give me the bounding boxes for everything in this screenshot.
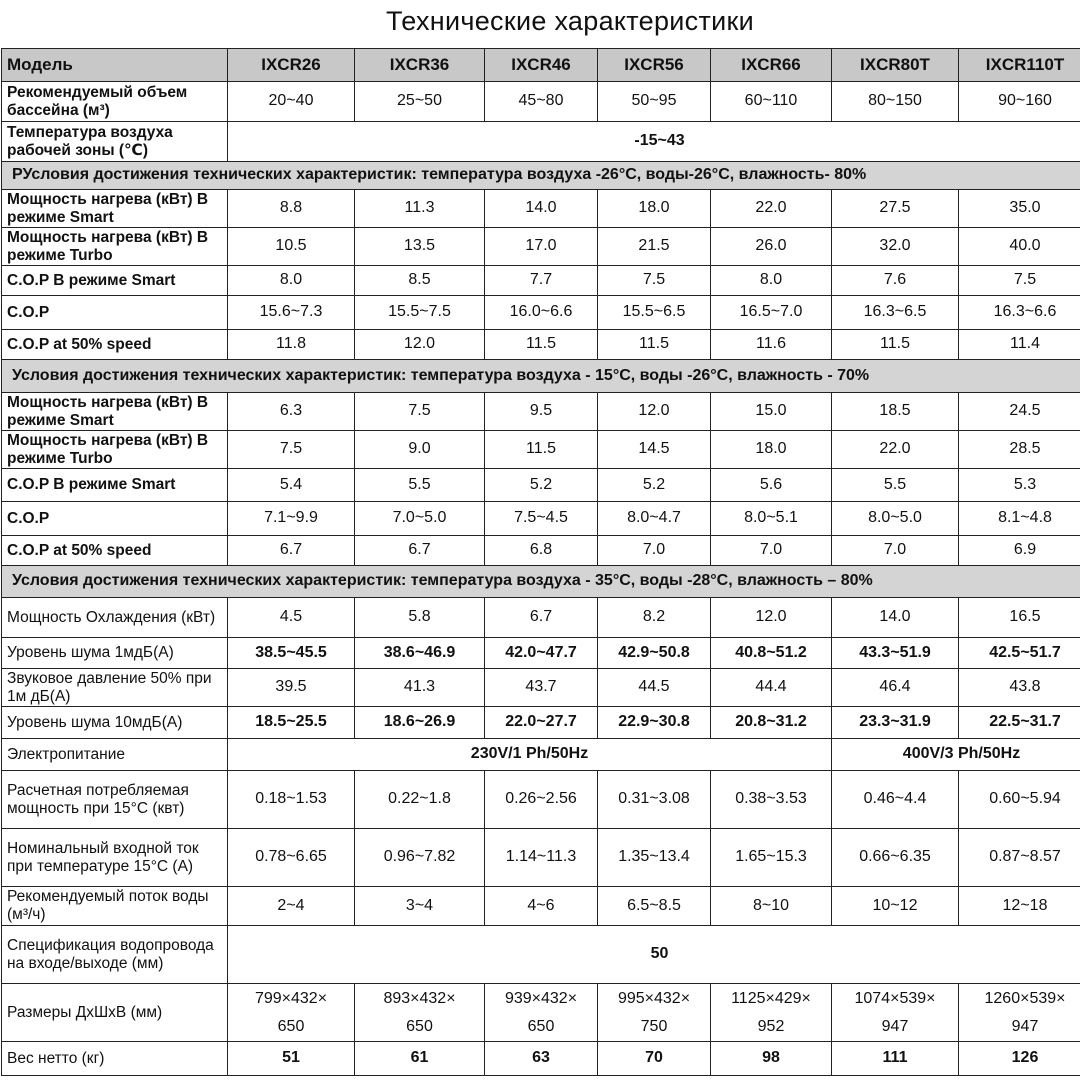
power-three-phase: 400V/3 Ph/50Hz (832, 739, 1080, 771)
header-row (2, 49, 1080, 82)
table-row (2, 190, 1080, 228)
cell: 13.5 (355, 228, 485, 266)
page-title: Технические характеристики (385, 6, 755, 36)
row-label: Рекомендуемый объем бассейна (м³) (2, 82, 228, 122)
cell: 11.6 (711, 330, 832, 360)
cell: 42.9~50.8 (598, 638, 711, 669)
cell: 0.18~1.53 (228, 771, 355, 829)
table-row (2, 393, 1080, 431)
cell: 8.0~5.0 (832, 502, 959, 536)
cell: 11.8 (228, 330, 355, 360)
cell: 111 (832, 1042, 959, 1076)
weight-row (2, 1042, 1080, 1076)
cell: 6.9 (959, 536, 1080, 566)
cell (711, 984, 832, 1042)
cell: 38.6~46.9 (355, 638, 485, 669)
cell: 45~80 (485, 82, 598, 122)
cell: 0.38~3.53 (711, 771, 832, 829)
dims-bottom: 650 (406, 1017, 433, 1035)
cell: 43.8 (959, 669, 1080, 707)
cell: 90~160 (959, 82, 1080, 122)
cell: 0.78~6.65 (228, 829, 355, 887)
air-temp-row (2, 122, 1080, 162)
pool-volume-row (2, 82, 1080, 122)
cell: 50~95 (598, 82, 711, 122)
cell: 8.2 (598, 598, 711, 638)
cell: 28.5 (959, 431, 1080, 469)
cell: 11.5 (485, 431, 598, 469)
cell: 7.5 (228, 431, 355, 469)
dims-top: 1074×539× (854, 989, 936, 1007)
row-label: C.O.P В режиме Smart (2, 469, 228, 502)
cell: 16.3~6.5 (832, 296, 959, 330)
cell: 6.8 (485, 536, 598, 566)
cell: 22.0~27.7 (485, 707, 598, 739)
dims-bottom: 947 (1011, 1017, 1039, 1035)
cell: 40.8~51.2 (711, 638, 832, 669)
cell: 7.5~4.5 (485, 502, 598, 536)
cell: 12.0 (711, 598, 832, 638)
cell: 3~4 (355, 887, 485, 926)
row-label: Мощность нагрева (кВт) В режиме Turbo (2, 228, 228, 266)
cell: 8.0 (711, 266, 832, 296)
cell: 63 (485, 1042, 598, 1076)
row-label: Электропитание (2, 739, 228, 771)
cell: 6.7 (485, 598, 598, 638)
dims-bottom: 947 (881, 1017, 909, 1035)
sound-pressure-row (2, 669, 1080, 707)
dims-bottom: 952 (757, 1017, 785, 1035)
cell: 24.5 (959, 393, 1080, 431)
cell: 42.5~51.7 (959, 638, 1080, 669)
cell: 43.7 (485, 669, 598, 707)
cell: 11.5 (832, 330, 959, 360)
cell: 25~50 (355, 82, 485, 122)
row-label: Мощность нагрева (кВт) В режиме Smart (2, 393, 228, 431)
air-temp-value: -15~43 (228, 122, 1080, 162)
cell: 5.8 (355, 598, 485, 638)
row-label: C.O.P В режиме Smart (2, 266, 228, 296)
dims-top: 1125×429× (731, 989, 811, 1007)
cell: 0.31~3.08 (598, 771, 711, 829)
dims-top: 939×432× (504, 989, 578, 1007)
cell: 11.5 (485, 330, 598, 360)
cell: 6.7 (228, 536, 355, 566)
cell: 7.7 (485, 266, 598, 296)
cell: 0.87~8.57 (959, 829, 1080, 887)
cell: 11.3 (355, 190, 485, 228)
section-3-heading: Условия достижения технических характеристик: температура воздуха - 35°C, воды -28°C, влажность – 80% (2, 566, 1080, 598)
row-label: Номинальный входной ток при температуре 15°C (А) (2, 829, 228, 887)
cell (228, 984, 355, 1042)
cell: 0.46~4.4 (832, 771, 959, 829)
cell: 1.14~11.3 (485, 829, 598, 887)
cell (959, 984, 1080, 1042)
cell (485, 984, 598, 1042)
cell: 22.0 (711, 190, 832, 228)
row-label: Уровень шума 10мдБ(А) (2, 707, 228, 739)
row-label: Мощность нагрева (кВт) В режиме Smart (2, 190, 228, 228)
table-row (2, 469, 1080, 502)
cell: 9.5 (485, 393, 598, 431)
cell: 16.5~7.0 (711, 296, 832, 330)
cell: 7.1~9.9 (228, 502, 355, 536)
cell: 18.6~26.9 (355, 707, 485, 739)
cell: 44.4 (711, 669, 832, 707)
cell: 11.4 (959, 330, 1080, 360)
cell: 11.5 (598, 330, 711, 360)
cell: 5.3 (959, 469, 1080, 502)
cell: 39.5 (228, 669, 355, 707)
cell: 15.0 (711, 393, 832, 431)
section-heading (2, 162, 1080, 190)
cell: 98 (711, 1042, 832, 1076)
cell: 9.0 (355, 431, 485, 469)
cell: 12.0 (598, 393, 711, 431)
cell: 27.5 (832, 190, 959, 228)
dims-top: 799×432× (254, 989, 328, 1007)
table-row (2, 330, 1080, 360)
cell: 46.4 (832, 669, 959, 707)
cell: 16.5 (959, 598, 1080, 638)
cell: 8.1~4.8 (959, 502, 1080, 536)
cell: 43.3~51.9 (832, 638, 959, 669)
cell: 0.60~5.94 (959, 771, 1080, 829)
cell: 15.5~6.5 (598, 296, 711, 330)
cell: 1.65~15.3 (711, 829, 832, 887)
cell: 18.5 (832, 393, 959, 431)
cell: 10~12 (832, 887, 959, 926)
cell: 20~40 (228, 82, 355, 122)
cell: 5.4 (228, 469, 355, 502)
pipe-spec-row (2, 926, 1080, 984)
section-1-heading: РУсловия достижения технических характеристик: температура воздуха -26°C, воды-26°C, влажность- 80% (2, 162, 1080, 190)
cell: 20.8~31.2 (711, 707, 832, 739)
cell: 126 (959, 1042, 1080, 1076)
cell: 6.7 (355, 536, 485, 566)
table-row (2, 296, 1080, 330)
row-label: C.O.P at 50% speed (2, 536, 228, 566)
cell: 7.6 (832, 266, 959, 296)
row-label: Рекомендуемый поток воды (м³/ч) (2, 887, 228, 926)
cell: 15.6~7.3 (228, 296, 355, 330)
cell: 7.0 (832, 536, 959, 566)
cell: 41.3 (355, 669, 485, 707)
cell: 2~4 (228, 887, 355, 926)
cell: 6.3 (228, 393, 355, 431)
cell: 7.5 (959, 266, 1080, 296)
cell: 22.9~30.8 (598, 707, 711, 739)
cell (598, 984, 711, 1042)
cell: 16.3~6.6 (959, 296, 1080, 330)
cell: 0.26~2.56 (485, 771, 598, 829)
model-name: IXCR36 (355, 49, 485, 82)
model-name: IXCR46 (485, 49, 598, 82)
row-label: Спецификация водопровода на входе/выходе (мм) (2, 926, 228, 984)
cell: 12.0 (355, 330, 485, 360)
cell: 7.0 (711, 536, 832, 566)
cell: 10.5 (228, 228, 355, 266)
model-name: IXCR110T (959, 49, 1080, 82)
consumption-row (2, 771, 1080, 829)
cell: 8.0 (228, 266, 355, 296)
model-name: IXCR66 (711, 49, 832, 82)
table-row (2, 536, 1080, 566)
cell: 1.35~13.4 (598, 829, 711, 887)
cell: 8~10 (711, 887, 832, 926)
cell (832, 984, 959, 1042)
pipe-spec-value: 50 (228, 926, 1080, 984)
dimensions-row (2, 984, 1080, 1042)
row-label: Температура воздуха рабочей зоны (℃) (2, 122, 228, 162)
dims-top: 995×432× (617, 989, 691, 1007)
section-heading (2, 360, 1080, 393)
model-name: IXCR26 (228, 49, 355, 82)
row-label: Уровень шума 1мдБ(А) (2, 638, 228, 669)
cell: 7.5 (598, 266, 711, 296)
power-row (2, 739, 1080, 771)
row-label: Мощность Охлаждения (кВт) (2, 598, 228, 638)
cell: 0.96~7.82 (355, 829, 485, 887)
cell: 5.5 (355, 469, 485, 502)
model-label: Модель (2, 49, 228, 82)
dims-bottom: 650 (527, 1017, 555, 1035)
cell: 51 (228, 1042, 355, 1076)
cell: 40.0 (959, 228, 1080, 266)
noise-1m-row (2, 638, 1080, 669)
cell: 7.0~5.0 (355, 502, 485, 536)
cell: 0.22~1.8 (355, 771, 485, 829)
cell: 22.0 (832, 431, 959, 469)
cell: 23.3~31.9 (832, 707, 959, 739)
cell: 18.0 (598, 190, 711, 228)
cell: 7.5 (355, 393, 485, 431)
row-label: Размеры ДхШхВ (мм) (2, 984, 228, 1042)
cell: 26.0 (711, 228, 832, 266)
cell: 42.0~47.7 (485, 638, 598, 669)
cell: 16.0~6.6 (485, 296, 598, 330)
row-label: Расчетная потребляемая мощность при 15°C (квт) (2, 771, 228, 829)
cell: 35.0 (959, 190, 1080, 228)
cell: 14.0 (832, 598, 959, 638)
cell: 8.0~5.1 (711, 502, 832, 536)
section-heading (2, 566, 1080, 598)
cell: 8.0~4.7 (598, 502, 711, 536)
dims-top: 893×432× (383, 989, 456, 1007)
table-row (2, 502, 1080, 536)
cell: 18.0 (711, 431, 832, 469)
row-label: Вес нетто (кг) (2, 1042, 228, 1076)
cell: 6.5~8.5 (598, 887, 711, 926)
cell: 21.5 (598, 228, 711, 266)
cooling-row (2, 598, 1080, 638)
table-row (2, 431, 1080, 469)
cell: 8.5 (355, 266, 485, 296)
cell: 12~18 (959, 887, 1080, 926)
row-label: C.O.P (2, 296, 228, 330)
water-flow-row (2, 887, 1080, 926)
model-name: IXCR56 (598, 49, 711, 82)
cell: 8.8 (228, 190, 355, 228)
cell: 32.0 (832, 228, 959, 266)
dims-bottom: 750 (640, 1017, 668, 1035)
cell: 5.5 (832, 469, 959, 502)
cell: 7.0 (598, 536, 711, 566)
cell: 0.66~6.35 (832, 829, 959, 887)
table-row (2, 266, 1080, 296)
cell: 22.5~31.7 (959, 707, 1080, 739)
dims-bottom: 650 (277, 1017, 305, 1035)
cell: 60~110 (711, 82, 832, 122)
dims-top: 1260×539× (984, 989, 1066, 1007)
power-single-phase: 230V/1 Ph/50Hz (228, 739, 832, 771)
cell: 17.0 (485, 228, 598, 266)
cell: 61 (355, 1042, 485, 1076)
noise-10m-row (2, 707, 1080, 739)
row-label: C.O.P (2, 502, 228, 536)
row-label: C.O.P at 50% speed (2, 330, 228, 360)
table-row (2, 228, 1080, 266)
cell: 15.5~7.5 (355, 296, 485, 330)
cell: 5.2 (485, 469, 598, 502)
cell: 14.5 (598, 431, 711, 469)
model-name: IXCR80T (832, 49, 959, 82)
cell: 5.2 (598, 469, 711, 502)
cell: 38.5~45.5 (228, 638, 355, 669)
section-2-heading: Условия достижения технических характеристик: температура воздуха - 15°C, воды -26°C, влажность - 70% (2, 360, 1080, 393)
cell: 5.6 (711, 469, 832, 502)
spec-table (1, 48, 1080, 1076)
cell: 14.0 (485, 190, 598, 228)
row-label: Мощность нагрева (кВт) В режиме Turbo (2, 431, 228, 469)
cell: 18.5~25.5 (228, 707, 355, 739)
cell: 70 (598, 1042, 711, 1076)
cell: 4.5 (228, 598, 355, 638)
current-row (2, 829, 1080, 887)
cell (355, 984, 485, 1042)
cell: 44.5 (598, 669, 711, 707)
cell: 80~150 (832, 82, 959, 122)
row-label: Звуковое давление 50% при 1м дБ(А) (2, 669, 228, 707)
cell: 4~6 (485, 887, 598, 926)
